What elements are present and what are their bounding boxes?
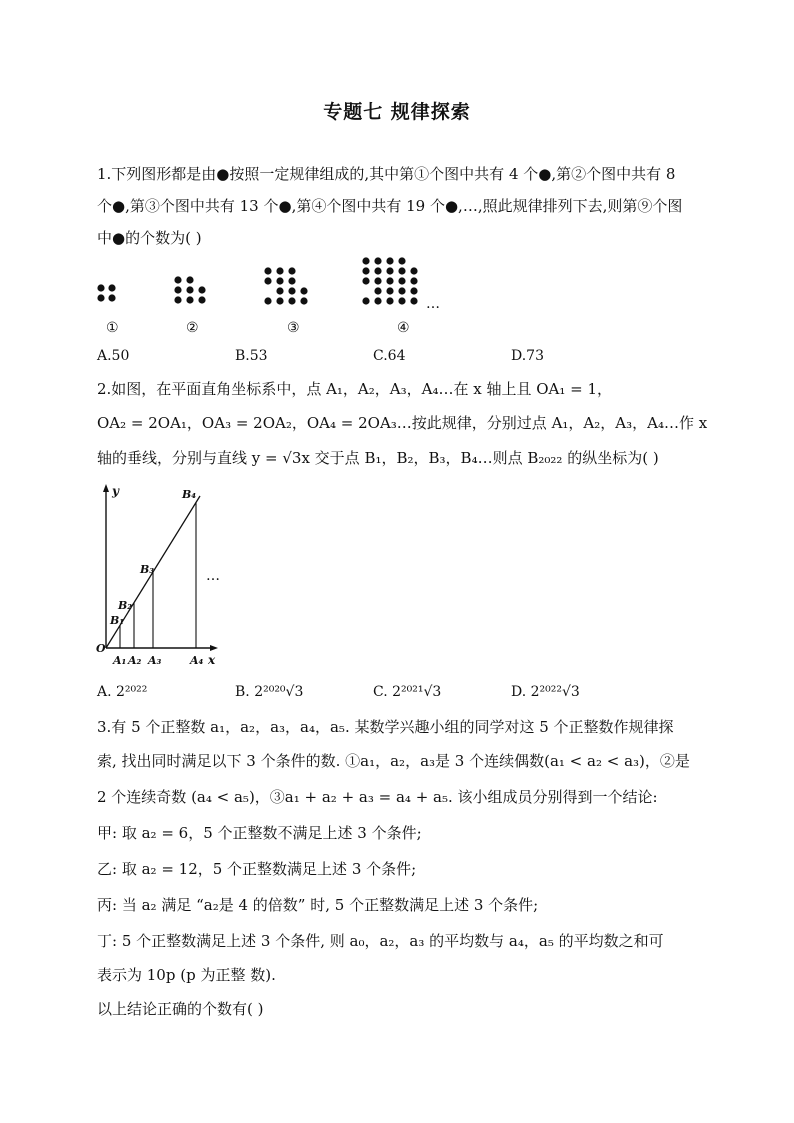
q2-option-a: A. 2²⁰²² — [97, 684, 148, 700]
q3-conclusion-ding-1: 丁: 5 个正整数满足上述 3 个条件, 则 a₀，a₂，a₃ 的平均数与 a₄，a₅ 的平均数之和可 — [97, 932, 664, 950]
dot-figure-4 — [362, 257, 417, 304]
graph-y-label: y — [112, 484, 119, 498]
graph-ellipsis: … — [206, 568, 220, 584]
q3-line-3: 2 个连续奇数 (a₄ < a₅)，③a₁ + a₂ + a₃ = a₄ + a₅. 该小组成员分别得到一个结论: — [97, 788, 658, 806]
figure-label-3: ③ — [287, 320, 300, 336]
q2-option-d: D. 2²⁰²²√3 — [511, 684, 580, 700]
graph-a4-label: A₄ — [190, 654, 204, 667]
q2-option-c: C. 2²⁰²¹√3 — [373, 684, 442, 700]
graph-origin-label: O — [96, 642, 106, 655]
figure-label-1: ① — [106, 320, 119, 336]
graph-a2-label: A₂ — [128, 654, 142, 667]
q3-line-2: 索, 找出同时满足以下 3 个条件的数. ①a₁，a₂，a₃是 3 个连续偶数(a₁ < a₂ < a₃)，②是 — [97, 752, 690, 770]
dot-figure-3 — [264, 267, 307, 304]
q1-option-c: C.64 — [373, 348, 406, 364]
dot-figure-1 — [97, 284, 115, 301]
graph-b4-label: B₄ — [182, 488, 197, 501]
graph-x-label: x — [208, 653, 216, 667]
q1-line-2: 个●,第③个图中共有 13 个●,第④个图中共有 19 个●,…,照此规律排列下去,则第⑨个图 — [97, 197, 683, 215]
q1-line-1: 1.下列图形都是由●按照一定规律组成的,其中第①个图中共有 4 个●,第②个图中共有 8 — [97, 165, 676, 183]
q1-option-d: D.73 — [511, 348, 544, 364]
dot-figure-ellipsis: … — [426, 296, 440, 312]
q2-line-3: 轴的垂线，分别与直线 y = √3x 交于点 B₁，B₂，B₃，B₄…则点 B₂₀₂₂ 的纵坐标为( ) — [97, 449, 659, 467]
graph-a3-label: A₃ — [148, 654, 162, 667]
q3-conclusion-bing: 丙: 当 a₂ 满足 “a₂是 4 的倍数” 时, 5 个正整数满足上述 3 个条件; — [97, 896, 539, 914]
q2-line-1: 2.如图，在平面直角坐标系中，点 A₁，A₂，A₃，A₄…在 x 轴上且 OA₁ = 1， — [97, 380, 613, 398]
q1-dot-figures — [90, 250, 450, 322]
q2-coordinate-graph — [96, 482, 236, 670]
dot-figure-2 — [174, 276, 205, 303]
q3-line-1: 3.有 5 个正整数 a₁，a₂，a₃，a₄，a₅. 某数学兴趣小组的同学对这 5 个正整数作规律探 — [97, 718, 674, 736]
q3-conclusion-yi: 乙: 取 a₂ = 12，5 个正整数满足上述 3 个条件; — [97, 860, 417, 878]
q2-option-b: B. 2²⁰²⁰√3 — [235, 684, 304, 700]
graph-b3-label: B₃ — [140, 563, 155, 576]
page-title: 专题七 规律探索 — [323, 101, 471, 123]
q1-option-b: B.53 — [235, 348, 268, 364]
q1-line-3: 中●的个数为( ) — [97, 229, 202, 247]
q3-conclusion-ding-2: 表示为 10p (p 为正整 数). — [97, 966, 276, 984]
q3-conclusion-jia: 甲: 取 a₂ = 6，5 个正整数不满足上述 3 个条件; — [97, 824, 422, 842]
q3-question: 以上结论正确的个数有( ) — [97, 1000, 264, 1018]
graph-b1-label: B₁ — [110, 614, 125, 627]
figure-label-4: ④ — [397, 320, 410, 336]
figure-label-2: ② — [186, 320, 199, 336]
q1-option-a: A.50 — [97, 348, 130, 364]
graph-a1-label: A₁ — [113, 654, 127, 667]
q2-line-2: OA₂ = 2OA₁，OA₃ = 2OA₂，OA₄ = 2OA₃…按此规律，分别过点 A₁，A₂，A₃，A₄…作 x — [97, 414, 708, 432]
graph-b2-label: B₂ — [118, 599, 133, 612]
